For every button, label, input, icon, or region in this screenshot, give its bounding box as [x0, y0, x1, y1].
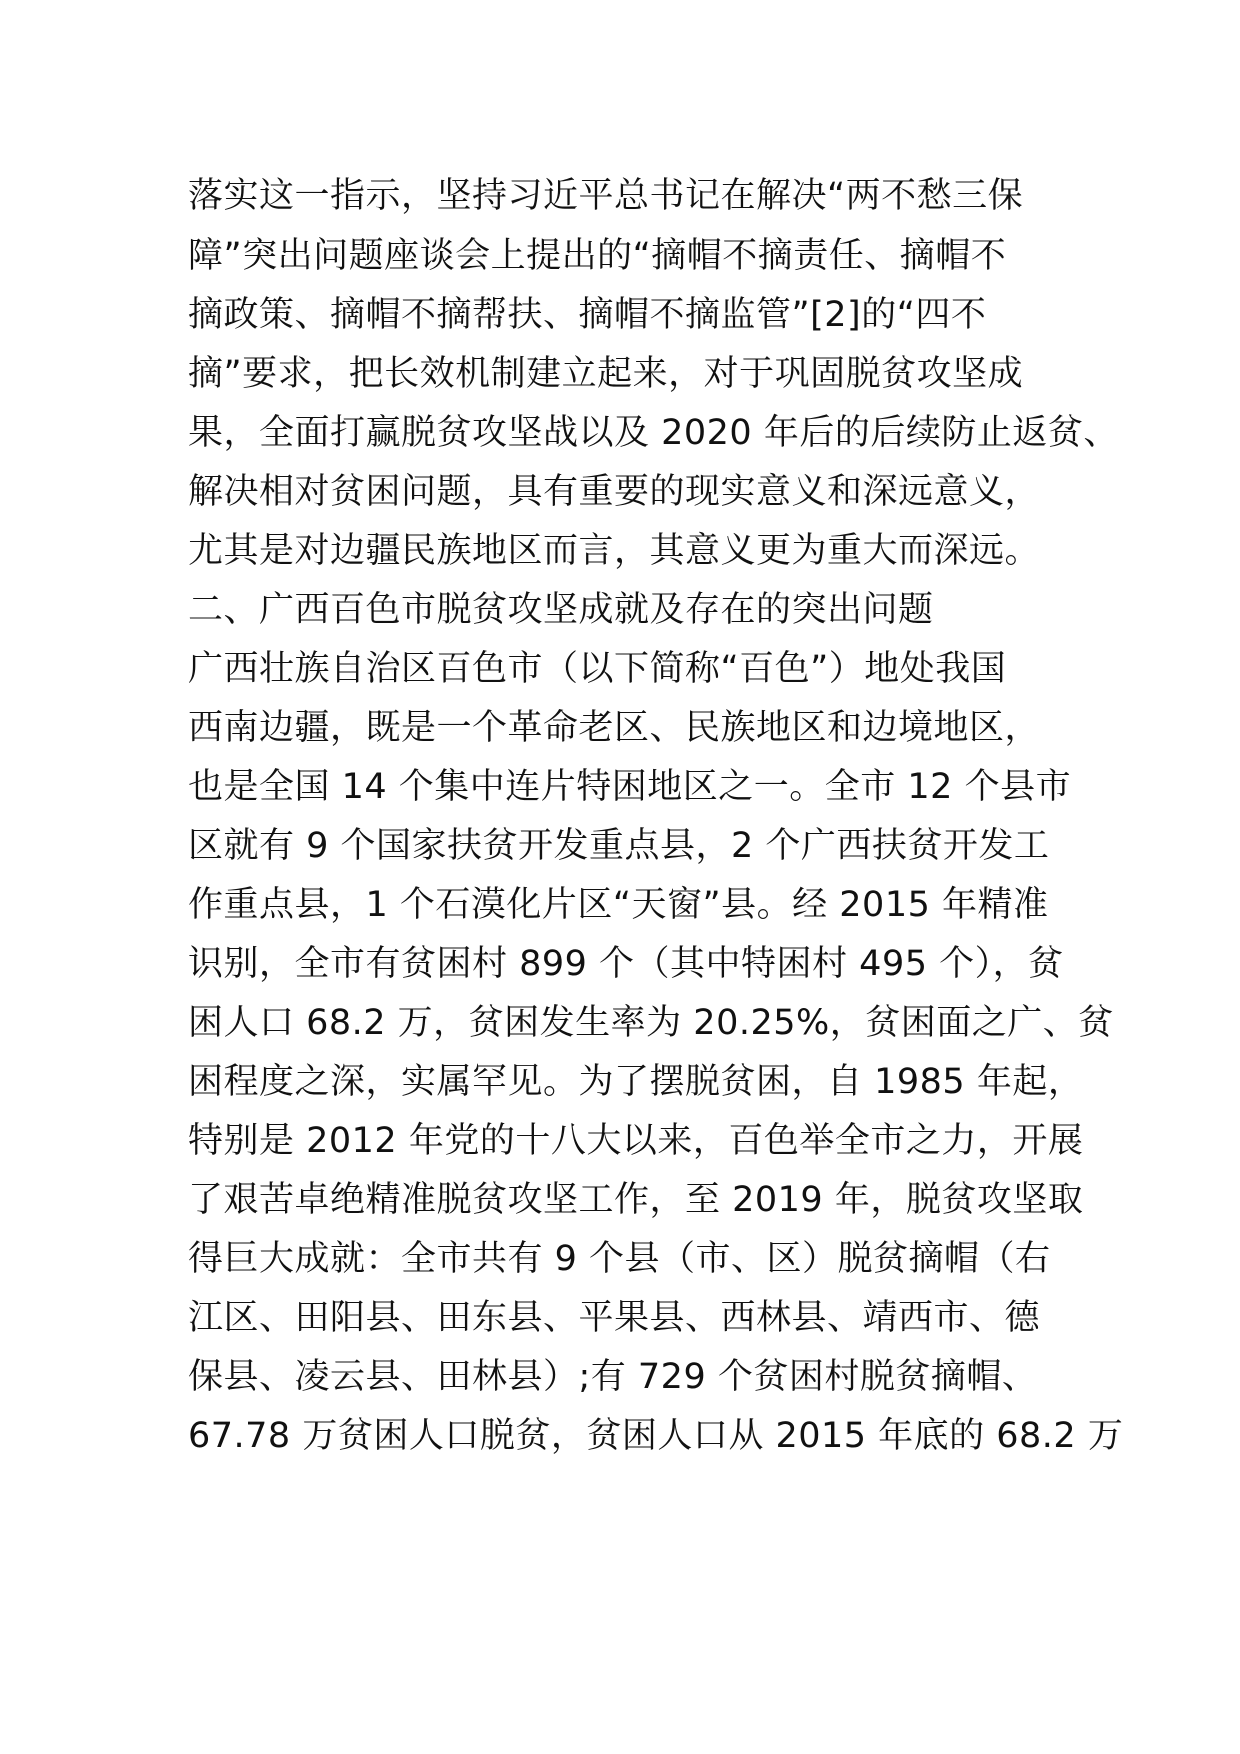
text-line: 摘”要求，把长效机制建立起来，对于巩固脱贫攻坚成	[188, 354, 1024, 394]
text-line: 67.78 万贫困人口脱贫，贫困人口从 2015 年底的 68.2 万	[188, 1416, 1124, 1456]
text-line: 得巨大成就：全市共有 9 个县（市、区）脱贫摘帽（右	[188, 1239, 1051, 1279]
section-heading: 二、广西百色市脱贫攻坚成就及存在的突出问题	[188, 590, 934, 630]
text-line: 尤其是对边疆民族地区而言，其意义更为重大而深远。	[188, 531, 1041, 571]
text-line: 果，全面打赢脱贫攻坚战以及 2020 年后的后续防止返贫、	[188, 413, 1119, 453]
text-line: 江区、田阳县、田东县、平果县、西林县、靖西市、德	[188, 1298, 1041, 1338]
text-line: 特别是 2012 年党的十八大以来，百色举全市之力，开展	[188, 1121, 1084, 1161]
text-line: 困人口 68.2 万，贫困发生率为 20.25%，贫困面之广、贫	[188, 1003, 1114, 1043]
text-line: 西南边疆，既是一个革命老区、民族地区和边境地区，	[188, 708, 1041, 748]
text-line: 困程度之深，实属罕见。为了摆脱贫困，自 1985 年起，	[188, 1062, 1084, 1102]
text-line: 广西壮族自治区百色市（以下简称“百色”）地处我国	[188, 649, 1007, 689]
text-line: 区就有 9 个国家扶贫开发重点县，2 个广西扶贫开发工	[188, 826, 1050, 866]
text-line: 解决相对贫困问题，具有重要的现实意义和深远意义，	[188, 472, 1041, 512]
text-line: 障”突出问题座谈会上提出的“摘帽不摘责任、摘帽不	[188, 236, 1007, 276]
text-line: 也是全国 14 个集中连片特困地区之一。全市 12 个县市	[188, 767, 1072, 807]
text-line: 落实这一指示，坚持习近平总书记在解决“两不愁三保	[188, 176, 1024, 216]
text-line: 保县、凌云县、田林县）;有 729 个贫困村脱贫摘帽、	[188, 1357, 1038, 1397]
text-line: 作重点县，1 个石漠化片区“天窗”县。经 2015 年精准	[188, 885, 1049, 925]
text-line: 摘政策、摘帽不摘帮扶、摘帽不摘监管”[2]的“四不	[188, 295, 987, 335]
text-line: 了艰苦卓绝精准脱贫攻坚工作，至 2019 年，脱贫攻坚取	[188, 1180, 1084, 1220]
text-line: 识别，全市有贫困村 899 个（其中特困村 495 个），贫	[188, 944, 1064, 984]
